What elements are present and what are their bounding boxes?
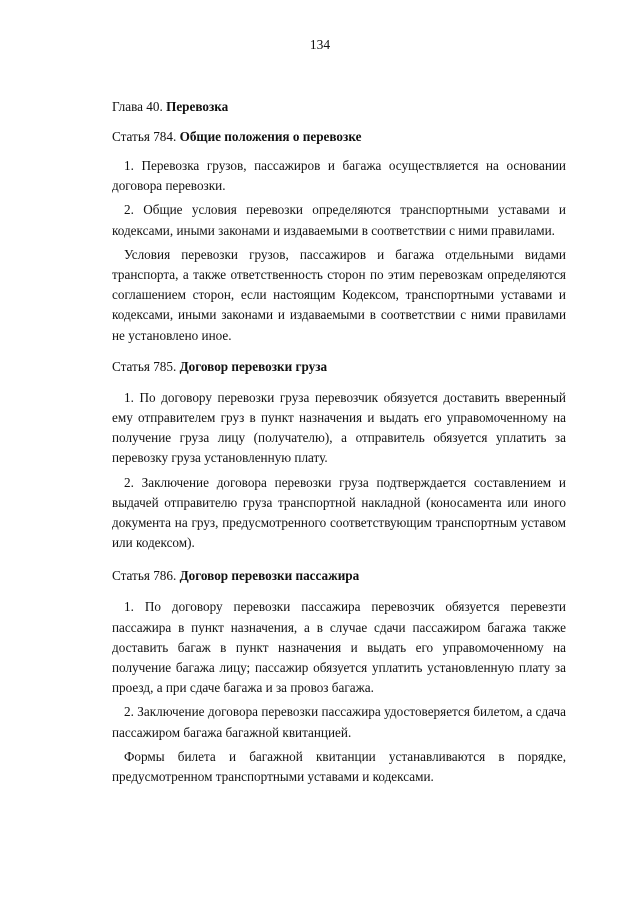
- article-785: [112, 358, 566, 554]
- paragraph: 2. Заключение договора перевозки груза подтверждается составлением и выдачей отправителю груза транспортной накладной (коносамента или иного документа на груз, предусмотренного соответствующим транспортным уставом или кодексом).: [112, 474, 566, 551]
- chapter-title: Перевозка: [166, 99, 229, 114]
- article-title: Общие положения о перевозке: [179, 129, 362, 144]
- paragraph: 1. По договору перевозки груза перевозчик обязуется доставить вверенный ему отправителем груз в пункт назначения и выдать его управомоченному на получение груза лицу (получателю), а отправитель обязуется уплатить за перевозку груза установленную плату.: [112, 389, 566, 466]
- paragraph: 1. Перевозка грузов, пассажиров и багажа осуществляется на основании договора перевозки.: [112, 158, 566, 194]
- document-body: [112, 98, 566, 791]
- article-784: [112, 128, 566, 346]
- article-title: Договор перевозки пассажира: [179, 568, 360, 584]
- paragraph: 2. Заключение договора перевозки пассажира удостоверяется билетом, а сдача пассажиром багажа багажной квитанцией.: [112, 704, 566, 740]
- article-heading: [112, 567, 566, 585]
- article-title: Договор перевозки груза: [179, 358, 328, 374]
- article-prefix: Статья 786.: [112, 568, 177, 584]
- chapter-heading: [112, 98, 566, 116]
- paragraph: 1. По договору перевозки пассажира перевозчик обязуется перевезти пассажира в пункт назначения, а в случае сдачи пассажиром багажа также доставить багаж в пункт назначения и выдать его управомоченному на получение багажа лицу; пассажир обязуется уплатить установленную плату за проезд, а при сдаче багажа и за провоз багажа.: [112, 599, 566, 696]
- article-heading: [112, 358, 566, 376]
- article-786: [112, 567, 566, 787]
- article-prefix: Статья 785.: [112, 358, 177, 374]
- paragraph: 2. Общие условия перевозки определяются транспортными уставами и кодексами, иными законами и издаваемыми в соответствии с ними правилами.: [112, 202, 566, 238]
- page-number: 134: [309, 37, 331, 52]
- chapter-prefix: Глава 40.: [112, 99, 163, 114]
- paragraph: Условия перевозки грузов, пассажиров и багажа отдельными видами транспорта, а также ответственность сторон по этим перевозкам определяются соглашением сторон, если настоящим Кодексом, транспортными уставами и кодексами, иными законами и издаваемыми в соответствии с ними правилами не установлено иное.: [112, 246, 566, 343]
- article-prefix: Статья 784.: [112, 129, 177, 144]
- article-heading: [112, 128, 566, 146]
- paragraph: Формы билета и багажной квитанции устанавливаются в порядке, предусмотренном транспортными уставами и кодексами.: [112, 748, 566, 785]
